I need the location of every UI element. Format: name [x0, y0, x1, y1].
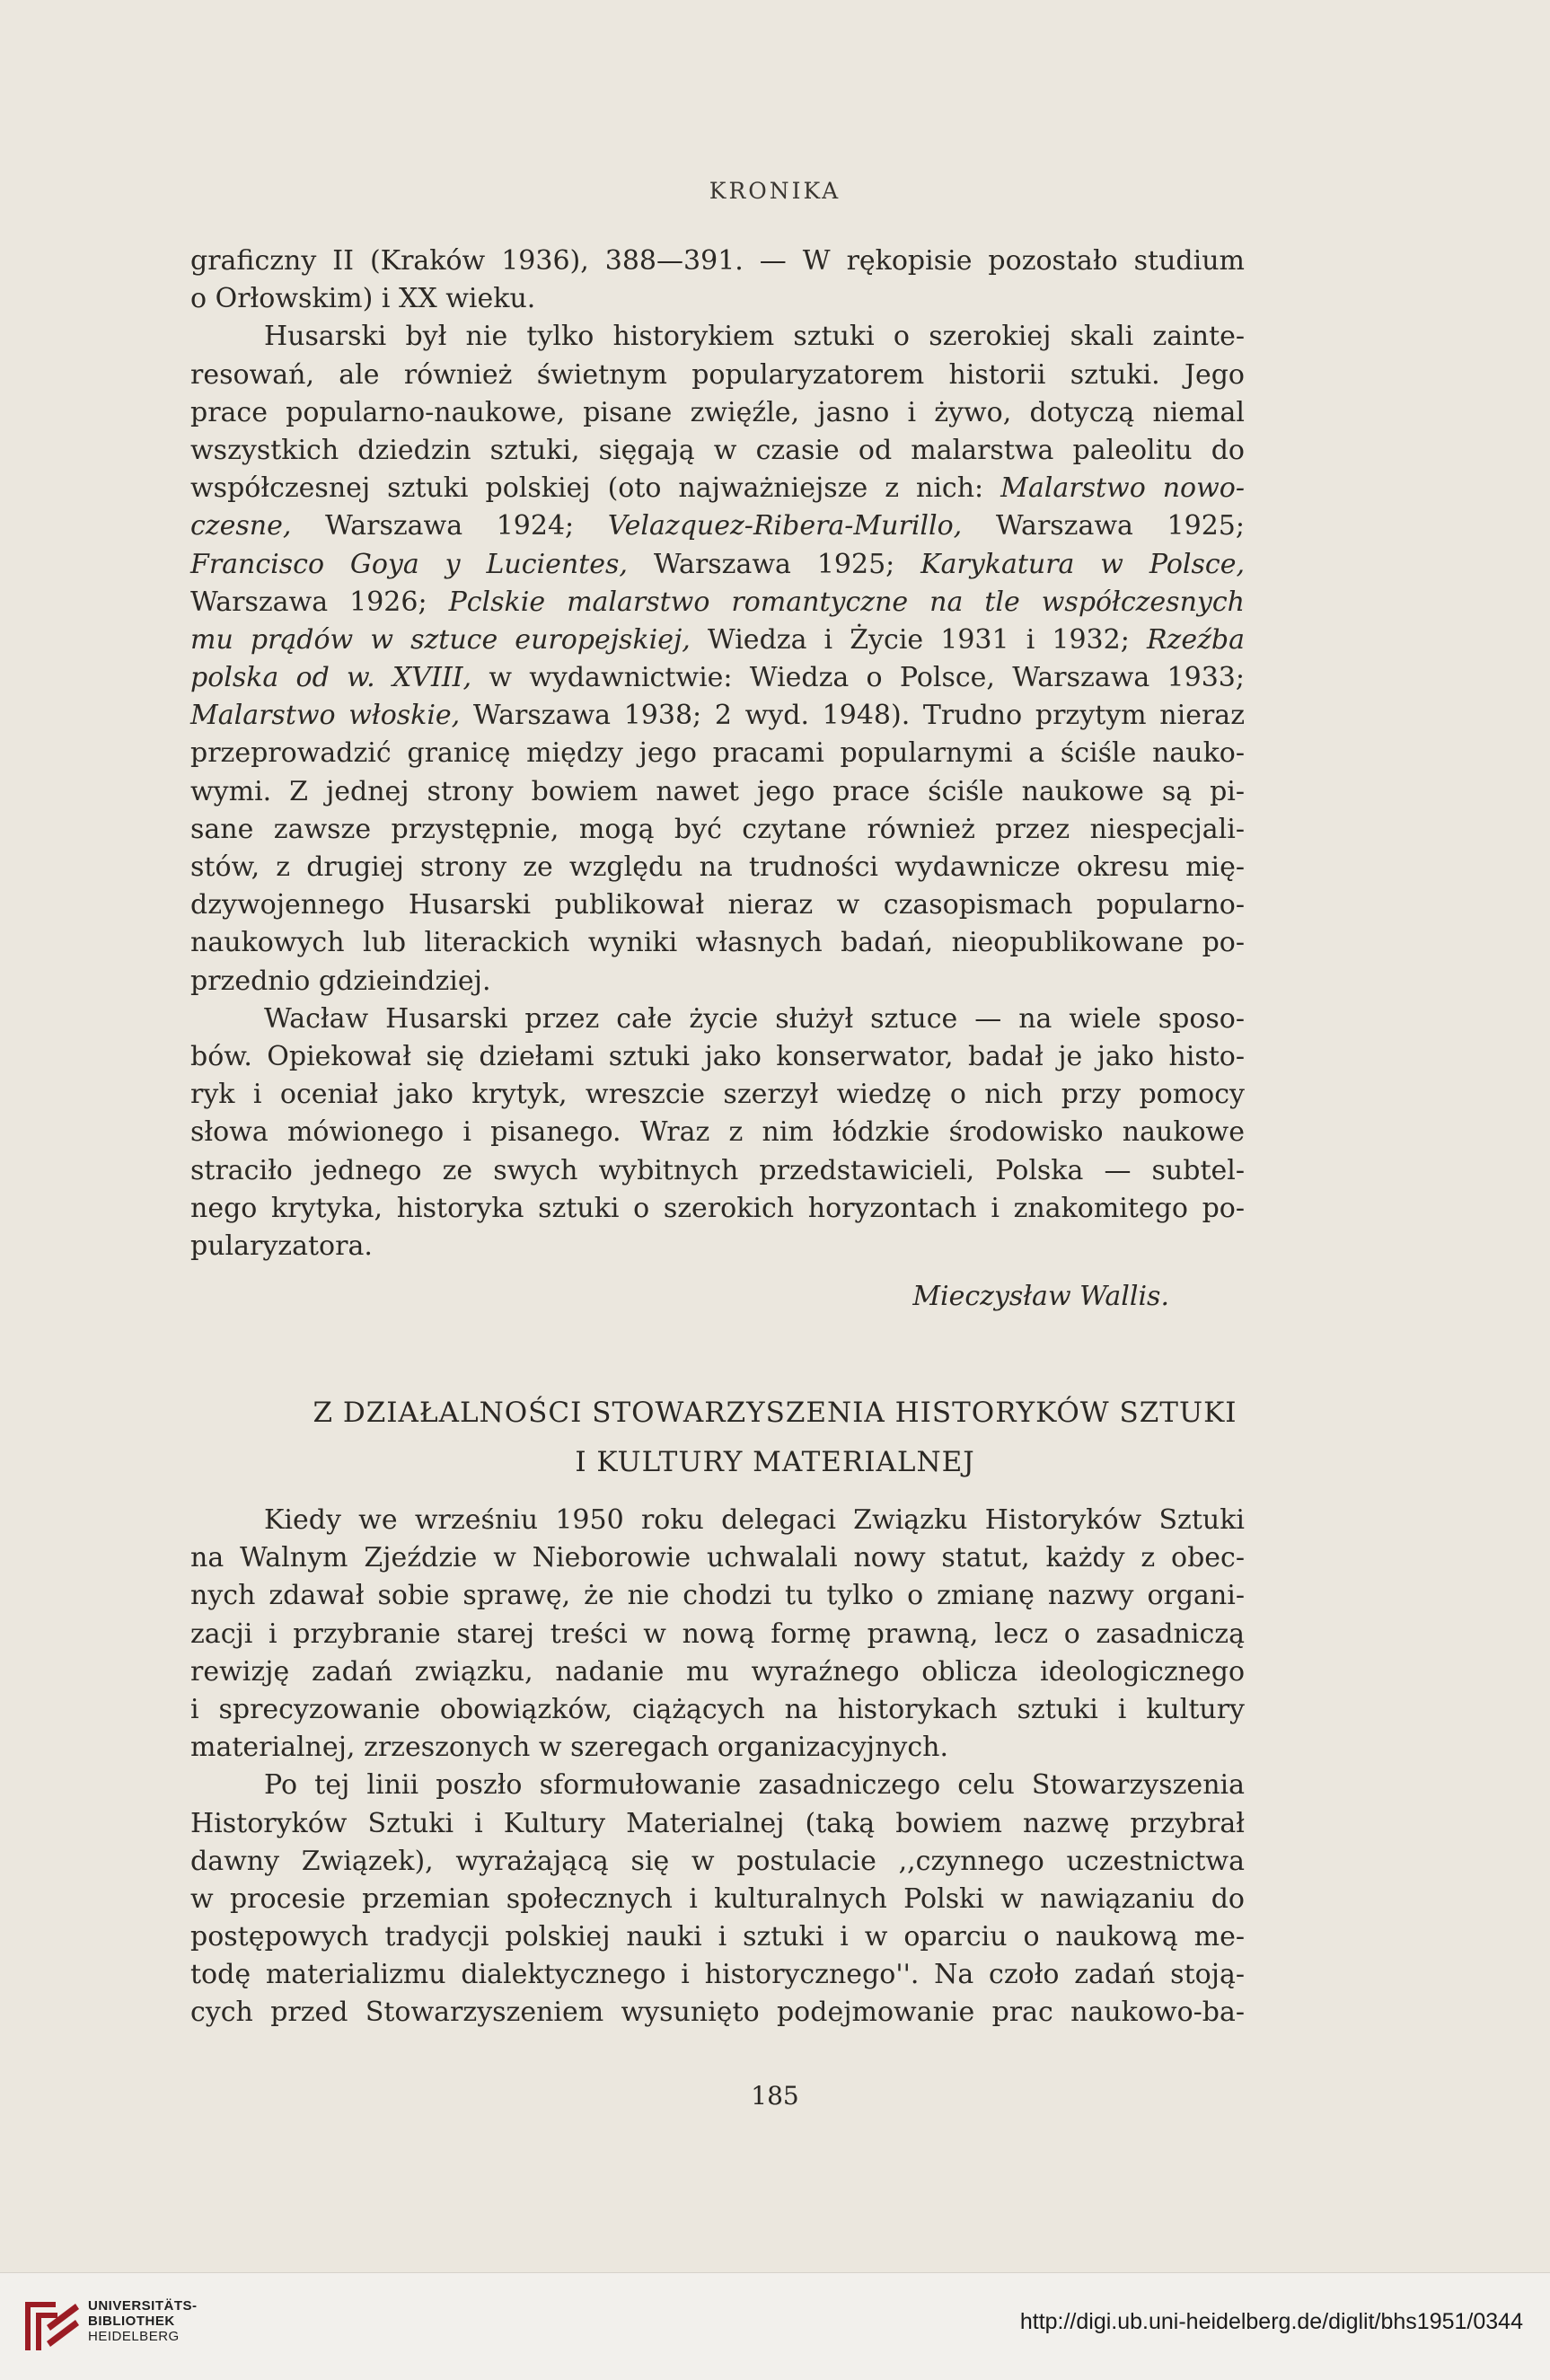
text-line: Historyków Sztuki i Kultury Materialnej (taką bowiem nazwę przybrał	[190, 1807, 1245, 1839]
book-title: Malarstwo włoskie,	[190, 700, 461, 732]
text-line: dawny Związek), wyrażającą się w postulacie ,,czynnego uczestnictwa	[190, 1845, 1245, 1877]
text-line: resowań, ale również świetnym popularyzatorem historii sztuki. Jego	[190, 358, 1245, 391]
obituary-text	[190, 242, 1245, 1265]
text-line: nych zdawał sobie sprawę, że nie chodzi tu tylko o zmianę nazwy organi-	[190, 1580, 1245, 1612]
text-line: graficzny II (Kraków 1936), 388—391. — W rękopisie pozostało studium	[190, 245, 1245, 277]
text-line: bów. Opiekował się dziełami sztuki jako konserwator, badał je jako histo-	[190, 1040, 1245, 1072]
library-name: UNIVERSITÄTS- BIBLIOTHEK HEIDELBERG	[88, 2298, 198, 2344]
text-line: nego krytyka, historyka sztuki o szerokich horyzontach i znakomitego po-	[190, 1192, 1245, 1224]
text-line: materialnej, zrzeszonych w szeregach organizacyjnych.	[190, 1732, 948, 1764]
author-signature: Mieczysław Wallis.	[912, 1281, 1169, 1312]
book-title: Malarstwo nowo-	[1000, 472, 1245, 505]
text-line: i sprecyzowanie obowiązków, ciążących na historykach sztuki i kultury	[190, 1693, 1245, 1725]
book-title: Velazquez-Ribera-Murillo,	[607, 510, 963, 542]
text-line: zacji i przybranie starej treści w nową formę prawną, lecz o zasadniczą	[190, 1618, 1245, 1650]
text-line: pularyzatora.	[190, 1230, 373, 1262]
section-heading: I KULTURY MATERIALNEJ	[575, 1446, 975, 1478]
library-logo-icon	[20, 2295, 83, 2358]
viewer-footer	[0, 2272, 1550, 2380]
text-line: sane zawsze przystępnie, mogą być czytane również przez niespecjali-	[190, 813, 1245, 845]
text-line: straciło jednego ze swych wybitnych przedstawicieli, Polska — subtel-	[190, 1154, 1245, 1186]
text-line: cych przed Stowarzyszeniem wysunięto podejmowanie prac naukowo-ba-	[190, 1997, 1245, 2029]
text-line: o Orłowskim) i XX wieku.	[190, 283, 536, 315]
section-heading: Z DZIAŁALNOŚCI STOWARZYSZENIA HISTORYKÓW SZTUKI	[313, 1397, 1237, 1429]
book-title: mu prądów w sztuce europejskiej,	[190, 623, 691, 656]
book-title: Rzeźba	[1146, 623, 1245, 656]
text-line: mu prądów w sztuce europejskiej, Wiedza i Życie 1931 i 1932; Rzeźba	[190, 623, 1245, 656]
book-title: czesne,	[190, 510, 292, 542]
text-line: Husarski był nie tylko historykiem sztuki o szerokiej skali zainte-	[264, 321, 1245, 353]
text-line: Wacław Husarski przez całe życie służył sztuce — na wiele sposo-	[264, 1002, 1245, 1035]
text-line: słowa mówionego i pisanego. Wraz z nim łódzkie środowisko naukowe	[190, 1116, 1245, 1149]
text-line: postępowych tradycji polskiej nauki i sztuki i w oparciu o naukową me-	[190, 1921, 1245, 1953]
text-line: naukowych lub literackich wyniki własnych badań, nieopublikowane po-	[190, 927, 1245, 959]
text-line: Malarstwo włoskie, Warszawa 1938; 2 wyd. 1948). Trudno przytym nieraz	[190, 700, 1245, 732]
text-line: współczesnej sztuki polskiej (oto najważniejsze z nich: Malarstwo nowo-	[190, 472, 1245, 505]
text-line: Francisco Goya y Lucientes, Warszawa 1925; Karykatura w Polsce,	[190, 548, 1245, 580]
text-line: polska od w. XVIII, w wydawnictwie: Wiedza o Polsce, Warszawa 1933;	[190, 662, 1245, 694]
permalink-url[interactable]: http://digi.ub.uni-heidelberg.de/diglit/bhs1951/0344	[1019, 2309, 1523, 2334]
text-line: czesne, Warszawa 1924; Velazquez-Ribera-Murillo, Warszawa 1925;	[190, 510, 1245, 542]
book-title: Francisco Goya y Lucientes,	[190, 548, 628, 580]
text-line: Warszawa 1926; Pclskie malarstwo romantyczne na tle współczesnych	[190, 586, 1245, 618]
section-text	[190, 1502, 1245, 2032]
text-line: Kiedy we wrześniu 1950 roku delegaci Związku Historyków Sztuki	[264, 1504, 1245, 1536]
running-head: KRONIKA	[709, 178, 841, 204]
book-title: polska od w. XVIII,	[190, 662, 472, 694]
text-line: stów, z drugiej strony ze względu na trudności wydawnicze okresu mię-	[190, 851, 1245, 883]
text-line: todę materializmu dialektycznego i historycznego''. Na czoło zadań stoją-	[190, 1959, 1245, 1991]
page-number: 185	[751, 2081, 799, 2111]
text-line: ryk i oceniał jako krytyk, wreszcie szerzył wiedzę o nich przy pomocy	[190, 1079, 1245, 1111]
text-line: Po tej linii poszło sformułowanie zasadniczego celu Stowarzyszenia	[264, 1769, 1245, 1802]
text-line: przeprowadzić granicę między jego pracami popularnymi a ściśle nauko-	[190, 737, 1245, 770]
text-line: w procesie przemian społecznych i kulturalnych Polski w nawiązaniu do	[190, 1882, 1245, 1915]
text-line: dzywojennego Husarski publikował nieraz w czasopismach popularno-	[190, 889, 1245, 921]
text-line: prace popularno-naukowe, pisane zwięźle, jasno i żywo, dotyczą niemal	[190, 396, 1245, 428]
text-line: wymi. Z jednej strony bowiem nawet jego prace ściśle naukowe są pi-	[190, 775, 1245, 807]
book-title: Pclskie malarstwo romantyczne na tle współczesnych	[448, 586, 1245, 618]
text-line: rewizję zadań związku, nadanie mu wyraźnego oblicza ideologicznego	[190, 1655, 1245, 1688]
book-title: Karykatura w Polsce,	[920, 548, 1245, 580]
text-line: wszystkich dziedzin sztuki, sięgają w czasie od malarstwa paleolitu do	[190, 434, 1245, 466]
text-line: przednio gdzieindziej.	[190, 965, 491, 997]
text-line: na Walnym Zjeździe w Nieborowie uchwalali nowy statut, każdy z obec-	[190, 1542, 1245, 1574]
